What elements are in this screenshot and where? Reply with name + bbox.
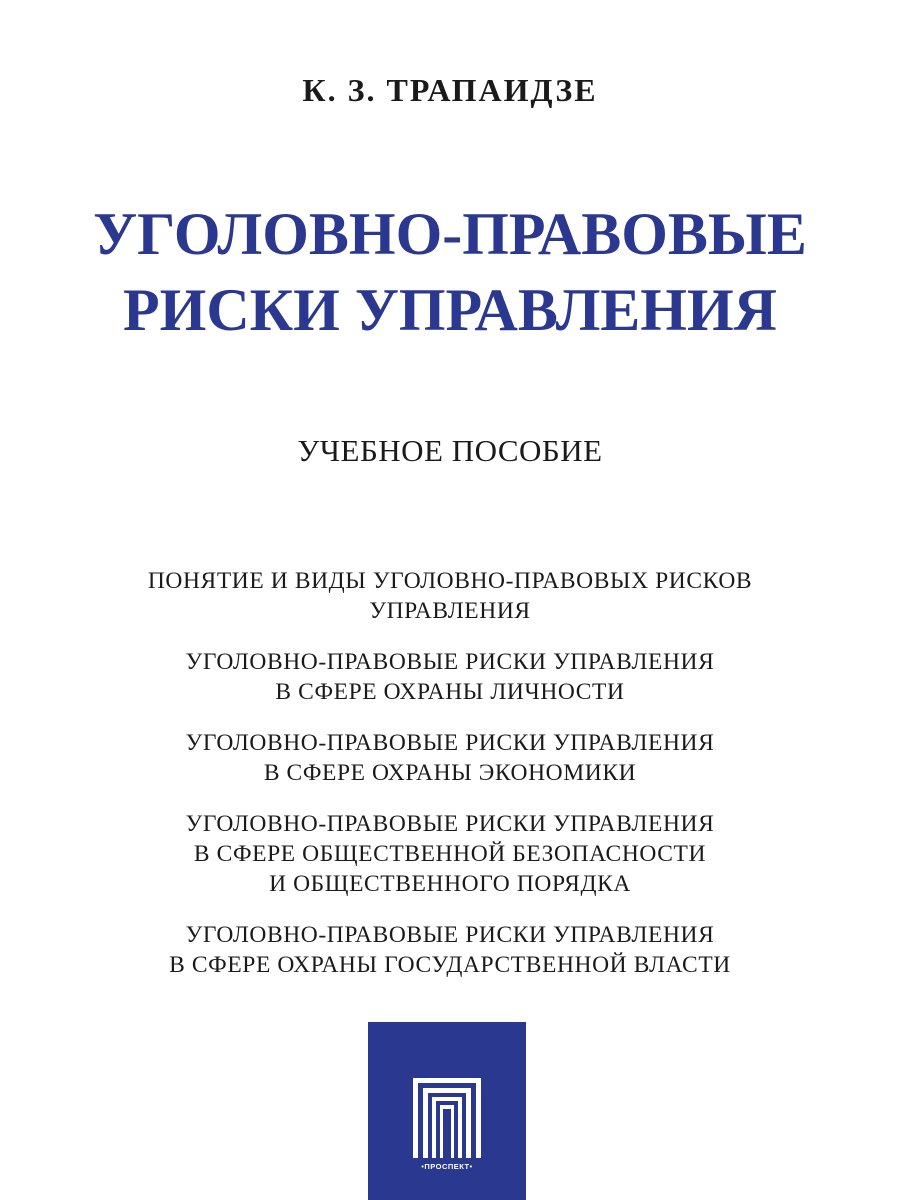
title-line: УГОЛОВНО-ПРАВОВЫЕ	[93, 201, 807, 267]
topic-line: В СФЕРЕ ОХРАНЫ ЛИЧНОСТИ	[275, 679, 625, 705]
topic-line: В СФЕРЕ ОХРАНЫ ГОСУДАРСТВЕННОЙ ВЛАСТИ	[169, 952, 731, 978]
topics-list	[0, 566, 900, 1001]
topic-item	[0, 809, 900, 899]
topic-line: УГОЛОВНО-ПРАВОВЫЕ РИСКИ УПРАВЛЕНИЯ	[185, 649, 715, 675]
book-subtitle: УЧЕБНОЕ ПОСОБИЕ	[297, 433, 603, 468]
topic-line: В СФЕРЕ ОБЩЕСТВЕННОЙ БЕЗОПАСНОСТИ	[193, 841, 707, 867]
title-line: РИСКИ УПРАВЛЕНИЯ	[123, 277, 777, 343]
topic-item	[0, 728, 900, 788]
topic-item	[0, 647, 900, 707]
building-arch-icon	[413, 1078, 481, 1158]
author-name: К. З. ТРАПАИДЗЕ	[302, 72, 598, 108]
publisher-name-text: ПРОСПЕКТ	[424, 1162, 470, 1171]
book-title	[0, 196, 900, 348]
topic-item	[0, 920, 900, 980]
topic-line: УГОЛОВНО-ПРАВОВЫЕ РИСКИ УПРАВЛЕНИЯ	[185, 730, 715, 756]
topic-line: УГОЛОВНО-ПРАВОВЫЕ РИСКИ УПРАВЛЕНИЯ	[185, 811, 715, 837]
topic-line: ПОНЯТИЕ И ВИДЫ УГОЛОВНО-ПРАВОВЫХ РИСКОВ	[147, 568, 753, 594]
topic-line: УПРАВЛЕНИЯ	[369, 598, 531, 624]
publisher-logo	[368, 1022, 526, 1200]
topic-line: УГОЛОВНО-ПРАВОВЫЕ РИСКИ УПРАВЛЕНИЯ	[185, 922, 715, 948]
publisher-name: •ПРОСПЕКТ•	[421, 1162, 473, 1171]
topic-line: В СФЕРЕ ОХРАНЫ ЭКОНОМИКИ	[263, 760, 637, 786]
topic-item	[0, 566, 900, 626]
topic-line: И ОБЩЕСТВЕННОГО ПОРЯДКА	[269, 871, 631, 897]
